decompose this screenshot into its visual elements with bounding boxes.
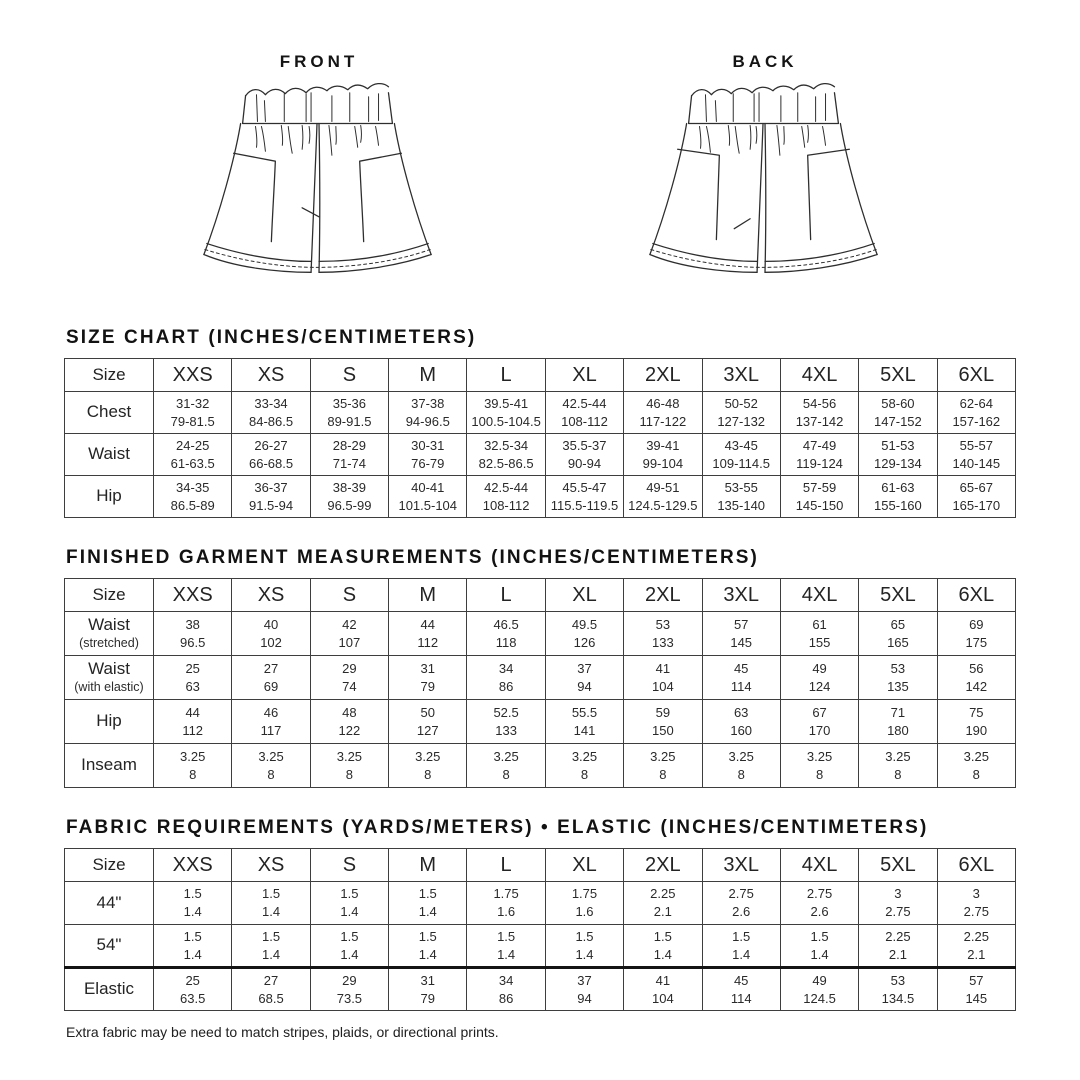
measurement-cell: 43-45 109-114.5: [702, 434, 780, 476]
measurement-cell: 37-38 94-96.5: [389, 392, 467, 434]
column-header: XXS: [154, 849, 232, 882]
row-header: Hip: [65, 476, 154, 518]
table-row: [65, 656, 1016, 700]
measurement-cell: 42.5-44 108-112: [545, 392, 623, 434]
measurement-cell: 3.25 8: [389, 744, 467, 788]
measurement-cell: 49 124: [780, 656, 858, 700]
row-header: Waist (stretched): [65, 612, 154, 656]
measurement-cell: 1.5 1.4: [624, 925, 702, 968]
measurement-cell: 3.25 8: [232, 744, 310, 788]
technical-drawings: [64, 0, 1016, 294]
row-header: Hip: [65, 700, 154, 744]
measurement-cell: 40 102: [232, 612, 310, 656]
measurement-cell: 34-35 86.5-89: [154, 476, 232, 518]
measurement-cell: 57 145: [702, 612, 780, 656]
measurement-cell: 2.25 2.1: [624, 882, 702, 925]
measurement-cell: 53 135: [859, 656, 937, 700]
measurement-cell: 45 114: [702, 968, 780, 1011]
measurement-cell: 59 150: [624, 700, 702, 744]
column-header: 4XL: [780, 359, 858, 392]
measurement-cell: 65-67 165-170: [937, 476, 1015, 518]
measurement-cell: 44 112: [154, 700, 232, 744]
table-row: [65, 612, 1016, 656]
measurement-cell: 1.5 1.4: [310, 925, 388, 968]
fabric-requirements-table-container: [64, 848, 1016, 1011]
column-header: 5XL: [859, 359, 937, 392]
measurement-cell: 3.25 8: [702, 744, 780, 788]
column-header: 2XL: [624, 849, 702, 882]
row-header: Waist: [65, 434, 154, 476]
column-header: L: [467, 359, 545, 392]
measurement-cell: 65 165: [859, 612, 937, 656]
column-header: 2XL: [624, 579, 702, 612]
column-header: XS: [232, 849, 310, 882]
measurement-cell: 1.5 1.4: [389, 925, 467, 968]
measurement-cell: 48 122: [310, 700, 388, 744]
measurement-cell: 1.5 1.4: [467, 925, 545, 968]
measurement-cell: 1.5 1.4: [780, 925, 858, 968]
measurement-cell: 42 107: [310, 612, 388, 656]
measurement-cell: 57-59 145-150: [780, 476, 858, 518]
measurement-cell: 1.5 1.4: [232, 925, 310, 968]
measurement-cell: 38 96.5: [154, 612, 232, 656]
table-row: [65, 744, 1016, 788]
measurement-cell: 40-41 101.5-104: [389, 476, 467, 518]
column-header: S: [310, 359, 388, 392]
column-header: 5XL: [859, 849, 937, 882]
column-header: L: [467, 579, 545, 612]
measurement-table: [64, 578, 1016, 788]
measurement-cell: 29 73.5: [310, 968, 388, 1011]
size-chart-table-container: [64, 358, 1016, 518]
table-row: [65, 392, 1016, 434]
measurement-cell: 45.5-47 115.5-119.5: [545, 476, 623, 518]
column-header: M: [389, 579, 467, 612]
measurement-cell: 39-41 99-104: [624, 434, 702, 476]
measurement-cell: 61 155: [780, 612, 858, 656]
measurement-cell: 3.25 8: [154, 744, 232, 788]
measurement-cell: 71 180: [859, 700, 937, 744]
measurement-cell: 26-27 66-68.5: [232, 434, 310, 476]
column-header-size: Size: [65, 359, 154, 392]
measurement-cell: 44 112: [389, 612, 467, 656]
column-header: 3XL: [702, 849, 780, 882]
table-row: [65, 434, 1016, 476]
column-header: 3XL: [702, 579, 780, 612]
column-header: XS: [232, 579, 310, 612]
measurement-cell: 3.25 8: [545, 744, 623, 788]
measurement-cell: 42.5-44 108-112: [467, 476, 545, 518]
column-header: 4XL: [780, 849, 858, 882]
measurement-cell: 1.75 1.6: [545, 882, 623, 925]
measurement-cell: 67 170: [780, 700, 858, 744]
measurement-cell: 1.5 1.4: [154, 925, 232, 968]
measurement-cell: 1.5 1.4: [545, 925, 623, 968]
measurement-cell: 54-56 137-142: [780, 392, 858, 434]
measurement-cell: 1.5 1.4: [310, 882, 388, 925]
measurement-cell: 57 145: [937, 968, 1015, 1011]
measurement-cell: 2.75 2.6: [702, 882, 780, 925]
measurement-cell: 56 142: [937, 656, 1015, 700]
row-header: 44": [65, 882, 154, 925]
measurement-cell: 50 127: [389, 700, 467, 744]
measurement-cell: 36-37 91.5-94: [232, 476, 310, 518]
column-header: 2XL: [624, 359, 702, 392]
row-header: Elastic: [65, 968, 154, 1011]
column-header: M: [389, 359, 467, 392]
measurement-cell: 35-36 89-91.5: [310, 392, 388, 434]
measurement-cell: 31 79: [389, 968, 467, 1011]
measurement-cell: 49-51 124.5-129.5: [624, 476, 702, 518]
column-header: M: [389, 849, 467, 882]
measurement-cell: 30-31 76-79: [389, 434, 467, 476]
back-label: BACK: [732, 52, 798, 71]
measurement-table: [64, 848, 1016, 1011]
fabric-requirements-section: [64, 817, 1016, 1011]
measurement-cell: 53-55 135-140: [702, 476, 780, 518]
measurement-cell: 2.25 2.1: [937, 925, 1015, 968]
measurement-cell: 49 124.5: [780, 968, 858, 1011]
measurement-cell: 37 94: [545, 968, 623, 1011]
measurement-cell: 49.5 126: [545, 612, 623, 656]
measurement-cell: 29 74: [310, 656, 388, 700]
column-header: XXS: [154, 579, 232, 612]
front-view-group: [190, 52, 448, 292]
measurement-cell: 1.5 1.4: [702, 925, 780, 968]
column-header: XL: [545, 849, 623, 882]
measurement-cell: 41 104: [624, 968, 702, 1011]
measurement-cell: 63 160: [702, 700, 780, 744]
column-header: 6XL: [937, 359, 1015, 392]
measurement-cell: 53 134.5: [859, 968, 937, 1011]
measurement-cell: 2.75 2.6: [780, 882, 858, 925]
finished-garment-title: FINISHED GARMENT MEASUREMENTS (INCHES/CENTIMETERS): [66, 547, 759, 568]
measurement-cell: 3 2.75: [937, 882, 1015, 925]
measurement-cell: 46 117: [232, 700, 310, 744]
measurement-cell: 37 94: [545, 656, 623, 700]
measurement-cell: 31-32 79-81.5: [154, 392, 232, 434]
table-row: [65, 476, 1016, 518]
measurement-cell: 38-39 96.5-99: [310, 476, 388, 518]
table-row: [65, 700, 1016, 744]
measurement-cell: 31 79: [389, 656, 467, 700]
measurement-cell: 55.5 141: [545, 700, 623, 744]
size-chart-section: [64, 327, 1016, 518]
measurement-cell: 3.25 8: [624, 744, 702, 788]
measurement-cell: 62-64 157-162: [937, 392, 1015, 434]
measurement-cell: 3.25 8: [310, 744, 388, 788]
column-header: S: [310, 849, 388, 882]
fabric-requirements-title: FABRIC REQUIREMENTS (YARDS/METERS) • ELASTIC (INCHES/CENTIMETERS): [66, 817, 929, 838]
measurement-cell: 33-34 84-86.5: [232, 392, 310, 434]
row-header: 54": [65, 925, 154, 968]
measurement-table: [64, 358, 1016, 518]
measurement-cell: 1.5 1.4: [389, 882, 467, 925]
measurement-cell: 50-52 127-132: [702, 392, 780, 434]
measurement-cell: 53 133: [624, 612, 702, 656]
measurement-cell: 47-49 119-124: [780, 434, 858, 476]
measurement-cell: 27 68.5: [232, 968, 310, 1011]
column-header: 4XL: [780, 579, 858, 612]
measurement-cell: 3.25 8: [780, 744, 858, 788]
measurement-cell: 51-53 129-134: [859, 434, 937, 476]
measurement-cell: 34 86: [467, 656, 545, 700]
measurement-cell: 35.5-37 90-94: [545, 434, 623, 476]
table-row: [65, 968, 1016, 1011]
shorts-front-drawing: [190, 80, 448, 292]
column-header: 6XL: [937, 849, 1015, 882]
measurement-cell: 2.25 2.1: [859, 925, 937, 968]
measurement-cell: 25 63: [154, 656, 232, 700]
row-header: Inseam: [65, 744, 154, 788]
measurement-cell: 1.75 1.6: [467, 882, 545, 925]
measurement-cell: 45 114: [702, 656, 780, 700]
column-header: L: [467, 849, 545, 882]
shorts-back-drawing: [636, 80, 894, 292]
column-header-size: Size: [65, 849, 154, 882]
column-header: 3XL: [702, 359, 780, 392]
column-header-size: Size: [65, 579, 154, 612]
front-label: FRONT: [279, 52, 359, 71]
measurement-cell: 34 86: [467, 968, 545, 1011]
column-header: XXS: [154, 359, 232, 392]
size-chart-title: SIZE CHART (INCHES/CENTIMETERS): [66, 327, 477, 348]
finished-garment-section: [64, 547, 1016, 788]
back-view-group: [636, 52, 894, 292]
column-header: 6XL: [937, 579, 1015, 612]
measurement-cell: 55-57 140-145: [937, 434, 1015, 476]
column-header: XL: [545, 579, 623, 612]
row-header: Chest: [65, 392, 154, 434]
column-header: XS: [232, 359, 310, 392]
measurement-cell: 32.5-34 82.5-86.5: [467, 434, 545, 476]
measurement-cell: 3 2.75: [859, 882, 937, 925]
measurement-cell: 39.5-41 100.5-104.5: [467, 392, 545, 434]
measurement-cell: 1.5 1.4: [154, 882, 232, 925]
measurement-cell: 46-48 117-122: [624, 392, 702, 434]
measurement-cell: 69 175: [937, 612, 1015, 656]
measurement-cell: 46.5 118: [467, 612, 545, 656]
table-row: [65, 925, 1016, 968]
measurement-cell: 3.25 8: [859, 744, 937, 788]
table-row: [65, 882, 1016, 925]
measurement-cell: 27 69: [232, 656, 310, 700]
column-header: XL: [545, 359, 623, 392]
column-header: 5XL: [859, 579, 937, 612]
measurement-cell: 75 190: [937, 700, 1015, 744]
measurement-cell: 3.25 8: [937, 744, 1015, 788]
measurement-cell: 61-63 155-160: [859, 476, 937, 518]
measurement-cell: 1.5 1.4: [232, 882, 310, 925]
footnote: Extra fabric may be need to match stripes, plaids, or directional prints.: [66, 1024, 499, 1040]
column-header: S: [310, 579, 388, 612]
measurement-cell: 3.25 8: [467, 744, 545, 788]
measurement-cell: 58-60 147-152: [859, 392, 937, 434]
row-header: Waist (with elastic): [65, 656, 154, 700]
measurement-cell: 24-25 61-63.5: [154, 434, 232, 476]
finished-garment-table-container: [64, 578, 1016, 788]
measurement-cell: 52.5 133: [467, 700, 545, 744]
measurement-cell: 25 63.5: [154, 968, 232, 1011]
measurement-cell: 28-29 71-74: [310, 434, 388, 476]
measurement-cell: 41 104: [624, 656, 702, 700]
